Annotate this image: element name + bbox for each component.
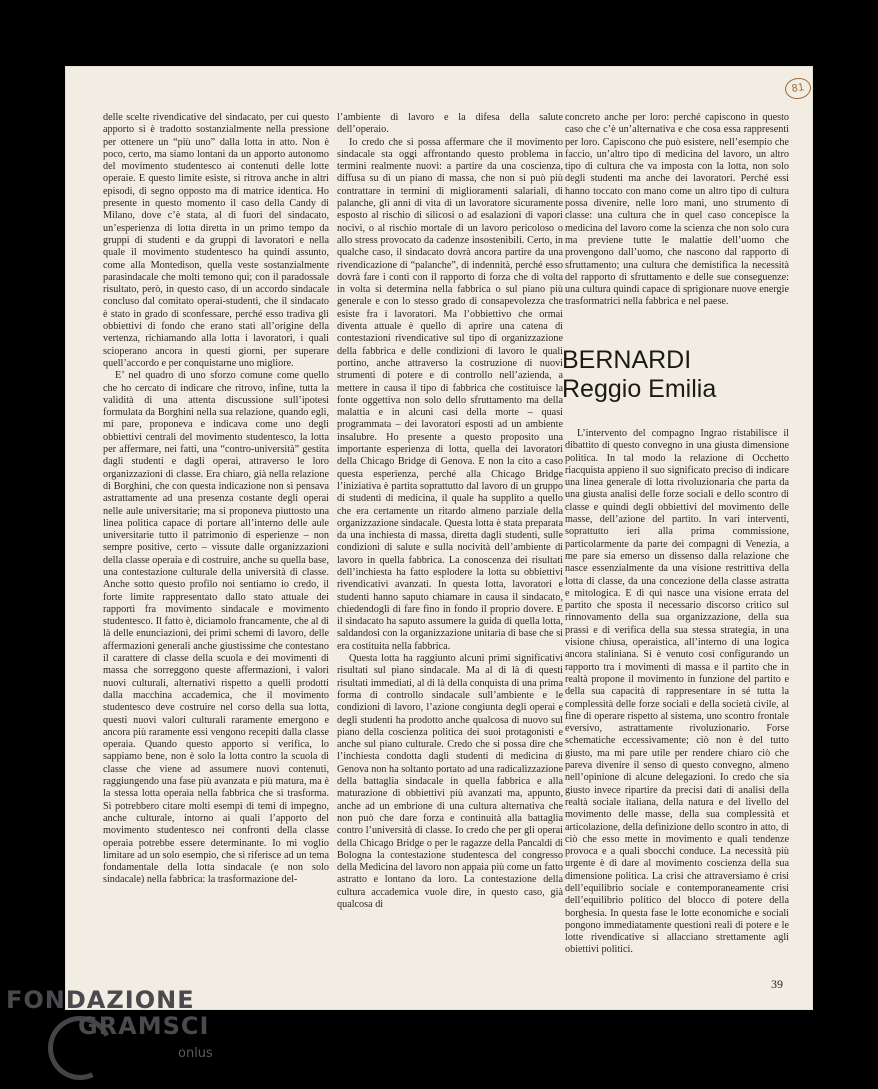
text-column-2 bbox=[337, 112, 563, 996]
section-heading bbox=[562, 346, 792, 404]
archive-stamp: 81 bbox=[784, 76, 813, 100]
watermark-line3: onlus bbox=[178, 1046, 213, 1061]
page-number: 39 bbox=[771, 977, 783, 991]
paragraph: l’ambiente di lavoro e la difesa della salute dell’operaio. bbox=[337, 112, 563, 136]
paragraph: concreto anche per loro: perché capiscono in questo caso che c’è un’alternativa e che cosa essa rappresenti per loro. Capiscono che può esistere, nell’esempio che faccio, un’altro tipo di medicina del lavoro, un altro tipo di cultura che va imposta con la lotta, non solo degli studenti ma anche dei lavoratori. Perché essi hanno toccato con mano come un altro tipo di cultura possa divenire, nelle loro mani, uno strumento di classe: una cultura che in quel caso concepisce la medicina del lavoro come la scienza che non solo cura ma previene tutte le malattie dell’uomo che provengono dall’uomo, che nascono dal rapporto di sfruttamento; una cultura che demistifica la necessità del rapporto di sfruttamento e delle sue conseguenze: una cultura quindi capace di sprigionare nuove energie trasformatrici nella fabbrica e nel paese. bbox=[565, 112, 789, 308]
paragraph: L’intervento del compagno Ingrao ristabilisce il dibattito di questo convegno in una giusta dimensione politica. In tal modo la relazione di Occhetto riacquista appieno il suo significato preciso di indicare una linea generale di lotta rivoluzionaria che parta da una giusta analisi delle forze sociali e dello scontro di classe e quindi degli obbiettivi del movimento delle masse, dell’azione del partito. In vari interventi, soprattutto ieri alla prima commissione, particolarmente da parte dei compagni di Venezia, a me pare sia emerso un dissenso dalla relazione che nasce essenzialmente da una visione restrittiva della lotta di classe, da una concezione della classe astratta e mitologica. E di qui nasce una visione errata del partito che sposta il necessario discorso critico sul rinnovamento della sua organizzazione, della sua prassi e di verifica della sua stessa strategia, in una visione chiusa, operaistica, all’interno di una logica ancora staliniana. Si è venuto così configurando un rapporto tra i movimenti di massa e il partito che in realtà propone il movimento in funzione del partito e della sua capacità di rappresentare in sé tutta la complessità delle forze sociali e della società civile, al fine di operare rispetto al sistema, uno scontro frontale eversivo, astrattamente rivoluzionario. Forse schematiche eccessivamente; ciò non è del tutto giusto, ma mi pare utile per rendere chiaro ciò che pareva divenire il senso di questo convegno, almeno nell’opinione di alcune delegazioni. Io credo che sia giusto invece ripartire da precisi dati di analisi della realtà sociale italiana, della natura e del livello del movimento delle masse, della sua complessità et articolazione, della definizione dello scontro in atto, di ciò che esso mette in movimento e quali tendenze provoca e a quali sbocchi conduce. La necessità più urgente è di dare al movimento coscienza della sua dimensione politica. La crisi che attraversiamo è crisi dell’equilibrio sociale e contemporaneamente crisi dell’equilibrio politico del blocco di potere della borghesia. In questa fase le lotte economiche e sociali pongono immediatamente questioni reali di potere e le lotte rivendicative si allacciano strettamente agli obiettivi politici. bbox=[565, 428, 789, 956]
swoosh-icon bbox=[39, 1007, 121, 1089]
document-page bbox=[65, 66, 813, 1010]
text-column-3-top bbox=[565, 112, 789, 326]
text-column-3-bottom bbox=[565, 428, 789, 968]
paragraph: delle scelte rivendicative del sindacato, per cui questo apporto si è tradotto sostanzialmente nella pressione per ottenere un “più uno” dalla lotta in atto. Non è poco, certo, ma siamo lontani da un apporto autonomo del movimento studentesco ai contenuti delle lotte operaie. E questo limite esiste, si ritrova anche in altri episodi, di segno opposto ma di matrice identica. Ho presente in questo momento il caso della Candy di Milano, dove c’è stata, al di fuori del sindacato, un’esperienza di lotta diretta in un primo tempo da gruppi di studenti e da gruppi di lavoratori e nella quale il movimento studentesco ha quindi assunto, come alla Montedison, quella veste sostanzialmente parasindacale che molti temono qui; con il paradossale risultato, però, in questo caso, di un accordo sindacale concluso dal comitato operai-studenti, che il sindacato è stato in grado di sconfessare, perché esso tradiva gli obbiettivi di fondo che erano stati all’origine della vertenza, richiamando alla lotta i lavoratori, i quali scioperano ancora in questi giorni, per superare quell’accordo e per conquistarne uno migliore. bbox=[103, 112, 329, 369]
heading-name: BERNARDI bbox=[562, 346, 692, 374]
watermark-line1: FONDAZIONE bbox=[6, 986, 195, 1014]
watermark-line2: GRAMSCI bbox=[78, 1012, 210, 1040]
paragraph: E’ nel quadro di uno sforzo comune come quello che ho cercato di indicare che ritrovo, infine, tutta la validità di una attenta discussione sull’ipotesi formulata da Borghini nella sua relazione, quando egli, mi pare, proponeva e indicava come uno degli obbiettivi centrali del movimento studentesco, la lotta per affermare, nei fatti, una “contro-università” gestita dagli studenti e dagli operai, attraverso le loro organizzazioni di classe. Era chiaro, già nella relazione di Borghini, che con questa indicazione non si pensava astrattamente ad una presenza costante degli operai nelle aule universitarie; ma si proponeva piuttosto una linea politica capace di portare all’interno delle aule universitarie tutto il patrimonio di esperienze – non sempre positive, certo – vissute dalle organizzazioni della classe operaia e di costruire, anche su quella base, una contestazione culturale della università di classe. Anche sotto questo profilo noi sentiamo io credo, il forte limite rappresentato dallo stato attuale dei rapporti fra movimento sindacale e movimento studentesco. Il fatto è, diciamolo francamente, che al di là delle enunciazioni, dei primi schemi di lavoro, delle affermazioni generali anche giustissime che contestano il carattere di classe della scuola e dei movimenti di massa che sorreggono queste affermazioni, i valori nuovi culturali, alternativi rispetto a quelli prodotti dalla macchina accademica, che il movimento studentesco deve costruire nel corso della sua lotta, questi nuovi valori culturali raramente emergono e ancora più raramente essi vengono recepiti dalla classe operaia. Quando questo apporto si verifica, lo sappiamo bene, non è solo la lotta contro la scuola di classe che viene ad assumere nuovi contenuti, raggiungendo una fase più avanzata e più matura, ma è la stessa lotta operaia nella fabbrica che si trasforma. Si potrebbero citare molti esempi di temi di impegno, anche culturale, intorno ai quali l’apporto del movimento studentesco nei confronti della classe operaia potrebbe essere determinante. Io mi voglio limitare ad un solo esempio, che si riferisce ad un tema fondamentale della lotta sindacale (e non solo sindacale) nella fabbrica: la trasformazione del- bbox=[103, 370, 329, 886]
text-column-1 bbox=[103, 112, 329, 996]
paragraph: Questa lotta ha raggiunto alcuni primi significativi risultati sul piano sindacale. Ma al di là di questi risultati immediati, al di là della conquista di una prima forma di controllo sindacale sull’ambiente e le condizioni di lavoro, l’azione congiunta degli operai e degli studenti ha prodotto anche qualcosa di nuovo sul piano della coscienza politica dei suoi protagonisti e anche sul piano culturale. Credo che si possa dire che l’inchiesta condotta dagli studenti di medicina di Genova non ha soltanto portato ad una radicalizzazione della battaglia sindacale in quella fabbrica e alla maturazione di obbiettivi più avanzati ma, appunto, anche ad un embrione di una cultura alternativa che non può che dare forza e continuità alla battaglia contro l’università di classe. Io credo che per gli operai della Chicago Bridge o per le ragazze della Pancaldi di Bologna la contestazione studentesca del congresso della Medicina del lavoro non appaia più come un fatto astratto e lontano da loro. La contestazione della cultura accademica vuole dire, in questo caso, già qualcosa di bbox=[337, 653, 563, 910]
paragraph: Io credo che si possa affermare che il movimento sindacale sta oggi affrontando questo problema in termini realmente nuovi: a partire da una coscienza, diffusa su di un piano di massa, che non si può più contrattare in termini di miglioramenti salariali, di palanche, gli anni di vita di un lavoratore sicuramente esposto al rischio di silicosi o ad esalazioni di vapori nocivi, o al rischio mortale di un lavoro pericoloso o allo stress provocato da cadenze insostenibili. Certo, in qualche caso, il sindacato dovrà ancora partire da una rivendicazione di “palanche”, di indennità, perché esso dovrà fare i conti con il rapporto di forza che di volta in volta si determina nella fabbrica o sul piano più generale e con lo stesso grado di consapevolezza che esiste fra i lavoratori. Ma l’obbiettivo che ormai diventa attuale è quello di aprire una catena di contestazioni rivendicative sul tipo di organizzazione della fabbrica e delle condizioni di lavoro le quali portino, anche attraverso la costruzione di nuovi strumenti di potere e di controllo nell’azienda, a mettere in causa il tipo di fabbrica che costituisce la fonte oggettiva non solo dello sfruttamento ma della malattia e in alcuni casi della morte – quasi programmata – dei lavoratori esposti ad un ambiente insalubre. Ho presente a questo proposito una importante esperienza di lotta, quella dei lavoratori della Chicago Bridge di Genova. E non la cito a caso questa esperienza, perché alla Chicago Bridge l’iniziativa è partita soprattutto dal lavoro di un gruppo di studenti di medicina, il quale ha supplito a quello che era certamente un ritardo almeno parziale della organizzazione sindacale. Questa lotta è stata preparata da una inchiesta di massa, diretta dagli studenti, sulle condizioni di salute e sulla nocività dell’ambiente di lavoro in quella fabbrica. La conoscenza dei risultati dell’inchiesta ha fatto esplodere la lotta su obbiettivi rivendicativi avanzati. In questa lotta, lavoratori e studenti hanno saputo chiamare in causa il sindacato, chiedendogli di fare fino in fondo il proprio dovere. E il sindacato ha saputo assumere la guida di quella lotta, saldandosi con la organizzazione unitaria di base che si era costituita nella fabbrica. bbox=[337, 136, 563, 652]
heading-city: Reggio Emilia bbox=[562, 375, 717, 403]
